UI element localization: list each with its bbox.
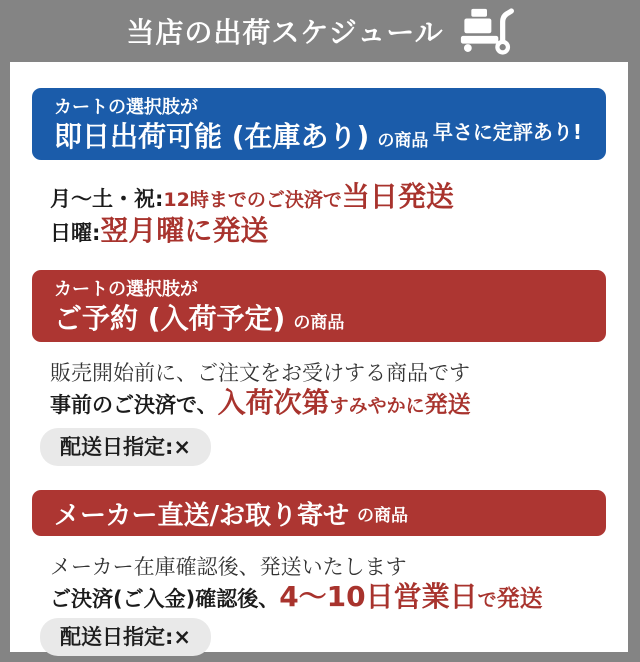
header	[0, 0, 640, 62]
preorder-label: 事前のご決済で、	[50, 393, 218, 417]
direct-details	[50, 552, 606, 616]
banner-preorder-line2	[54, 303, 584, 335]
sunday-emphasis: 翌月曜に発送	[100, 214, 269, 247]
delivery-date-badge-preorder-label: 配送日指定:×	[60, 435, 191, 459]
weekday-label: 月〜土・祝:	[50, 187, 164, 211]
hand-truck-icon	[460, 8, 514, 55]
speed-reputation-note: 早さに定評あり!	[432, 120, 582, 144]
preorder-tail: 発送	[424, 392, 471, 418]
preorder-shipping-line	[50, 388, 606, 422]
banner-in-stock-line1: カートの選択肢が	[54, 96, 198, 118]
weekday-condition: 12時までのご決済で	[163, 189, 342, 211]
page-title: 当店の出荷スケジュール	[126, 16, 444, 49]
banner-preorder-suffix: の商品	[293, 312, 345, 333]
banner-in-stock	[32, 88, 606, 160]
banner-direct-highlight: メーカー直送/お取り寄せ	[54, 500, 349, 531]
direct-shipping-line	[50, 582, 606, 616]
direct-tail: 発送	[496, 586, 543, 612]
banner-preorder	[32, 270, 606, 342]
direct-emphasis: 4〜10日営業日	[279, 580, 478, 613]
banner-direct-suffix: の商品	[356, 505, 408, 526]
sunday-shipping-line	[50, 216, 606, 250]
preorder-description-line: 販売開始前に、ご注文をお受けする商品です	[50, 361, 470, 385]
delivery-date-badge-direct	[40, 618, 211, 656]
banner-preorder-highlight: ご予約 (入荷予定)	[54, 301, 286, 335]
direct-condition: で	[477, 589, 497, 611]
banner-direct	[32, 490, 606, 536]
banner-in-stock-suffix: の商品	[377, 130, 429, 151]
direct-label: ご決済(ご入金)確認後、	[50, 587, 280, 611]
preorder-condition: すみやかに	[329, 395, 425, 417]
preorder-emphasis: 入荷次第	[217, 386, 330, 419]
weekday-emphasis: 当日発送	[341, 180, 454, 213]
direct-description-line: メーカー在庫確認後、発送いたします	[50, 555, 407, 579]
banner-preorder-line1: カートの選択肢が	[54, 278, 198, 300]
sunday-label: 日曜:	[50, 221, 101, 245]
content-panel	[10, 62, 628, 652]
delivery-date-badge-preorder	[40, 428, 211, 466]
preorder-details	[50, 358, 606, 422]
weekday-shipping-line	[50, 182, 606, 216]
in-stock-details	[50, 182, 606, 250]
banner-in-stock-highlight: 即日出荷可能 (在庫あり)	[54, 119, 370, 153]
delivery-date-badge-direct-label: 配送日指定:×	[60, 625, 191, 649]
